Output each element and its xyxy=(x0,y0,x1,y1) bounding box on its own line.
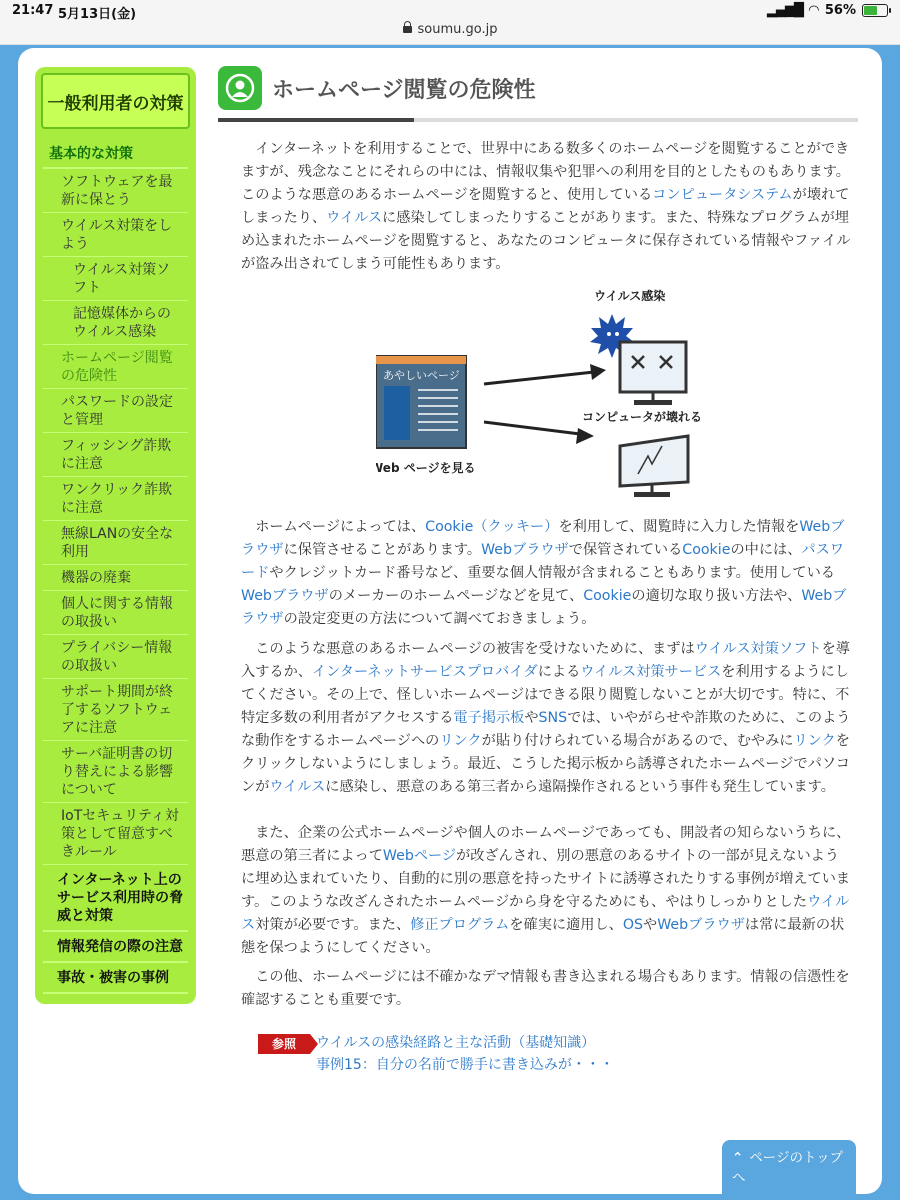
link-antivirus-software[interactable]: ウイルス対策ソフト xyxy=(694,641,822,657)
broken-label: コンピュータが壊れる xyxy=(582,410,703,424)
sidebar-category-publishing[interactable]: 情報発信の際の注意 xyxy=(43,932,188,963)
text: のメーカーのホームページなどを見て、 xyxy=(328,588,584,604)
link-virus[interactable]: ウイルス xyxy=(326,210,383,226)
link-web-browser[interactable]: Webブラウザ xyxy=(241,588,847,627)
text: に保管させることがあります。 xyxy=(283,542,482,558)
link-bulletin-board[interactable]: 電子掲示板 xyxy=(453,710,525,726)
text: が改ざんされ、別の悪意のあるサイトの一部が見えないように埋め込まれていたり、自動的に別の悪意を持ったサイトに誘導されたりする事例が増えています。このような改ざんされたホームページから身を守るためにも、やはりしっかりとした xyxy=(241,848,851,910)
paragraph-tampering xyxy=(241,822,853,960)
text: に感染し、悪意のある第三者から遠隔操作されるという事件も発生しています。 xyxy=(325,779,835,795)
sidebar-item[interactable]: 無線LANの安全な利用 xyxy=(43,521,188,565)
text: を利用するようにしてください。その上で、怪しいホームページはできる限り閲覧しないことが大切です。特に、不特定多数の利用者がアクセスする xyxy=(241,664,850,726)
sidebar-category-incidents[interactable]: 事故・被害の事例 xyxy=(43,963,188,994)
status-bar xyxy=(0,0,900,22)
text: の適切な取り扱い方法や、 xyxy=(631,588,802,604)
link-antivirus-service[interactable]: ウイルス対策サービス xyxy=(580,664,722,680)
paragraph-misinformation: この他、ホームページには不確かなデマ情報も書き込まれる場合もあります。情報の信憑性を確認することも重要です。 xyxy=(241,969,850,1008)
sidebar-category-internet[interactable]: インターネット上のサービス利用時の脅威と対策 xyxy=(43,865,188,932)
broken-monitor-icon xyxy=(620,436,688,497)
link-web-browser[interactable]: Webブラウザ xyxy=(481,542,569,558)
link-patch[interactable]: 修正プログラム xyxy=(410,917,510,933)
battery-fill xyxy=(864,6,877,15)
text: インターネットを利用することで、世界中にある数多くのホームページを閲覧することができますが、残念なことにそれらの中には、情報収集や犯罪への利用を目的としたものもあります。このような悪意のあるホームページを閲覧すると、使用している xyxy=(241,141,850,203)
link-cookie[interactable]: Cookie（クッキー） xyxy=(425,519,559,535)
page-card xyxy=(18,48,882,1194)
link-virus[interactable]: ウイルス xyxy=(241,894,850,933)
link-link[interactable]: リンク xyxy=(439,733,482,749)
link-web-browser[interactable]: Webブラウザ xyxy=(657,917,745,933)
illustration xyxy=(376,286,728,506)
text: 対策が必要です。また、 xyxy=(255,917,411,933)
link-computer-system[interactable]: コンピュータシステム xyxy=(652,187,793,203)
text: では、いやがらせや詐欺のために、このような動作をするホームページへの xyxy=(241,710,851,749)
text: の中には、 xyxy=(730,542,802,558)
wifi-icon: ◠ xyxy=(808,3,819,18)
page-title: ホームページ閲覧の危険性 xyxy=(272,77,536,103)
text: また、企業の公式ホームページや個人のホームページであっても、開設者の知らないうちに、悪意の第三者によって xyxy=(241,825,851,864)
paragraph-prevention xyxy=(241,638,853,799)
page-label: あやしいページ xyxy=(383,369,460,382)
address-bar[interactable] xyxy=(0,22,900,45)
link-virus[interactable]: ウイルス xyxy=(269,779,326,795)
text: に感染してしまったりすることがあります。また、特殊なプログラムが埋め込まれたホームページを閲覧すると、あなたのコンピュータに保存されている情報やファイルが盗み出されてしまう可能性もあります。 xyxy=(241,210,851,272)
text: で保管されている xyxy=(568,542,683,558)
paragraph-intro xyxy=(241,138,853,276)
text: が貼り付けられている場合があるので、むやみに xyxy=(481,733,794,749)
text: このような悪意のあるホームページの被害を受けないために、まずは xyxy=(241,641,695,657)
text: の設定変更の方法について調べておきましょう。 xyxy=(283,611,596,627)
page-top-label: ページのトップへ xyxy=(732,1150,844,1186)
sidebar-item[interactable]: ウイルス対策をしよう xyxy=(43,213,188,257)
link-web-page[interactable]: Webページ xyxy=(382,848,457,864)
text: を利用して、閲覧時に入力した情報を xyxy=(558,519,800,535)
link-cookie[interactable]: Cookie xyxy=(682,542,731,558)
link-password[interactable]: パスワード xyxy=(241,542,844,581)
battery-percent: 56% xyxy=(824,3,856,18)
reference-link[interactable]: ウイルスの感染経路と主な活動（基礎知識） xyxy=(316,1035,596,1051)
page-header xyxy=(218,64,858,112)
sidebar-item[interactable]: パスワードの設定と管理 xyxy=(43,389,188,433)
sidebar-section xyxy=(43,143,188,865)
sidebar-item[interactable]: サポート期間が終了するソフトウェアに注意 xyxy=(43,679,188,741)
sidebar-item[interactable]: フィッシング詐欺に注意 xyxy=(43,433,188,477)
sidebar-heading[interactable]: 一般利用者の対策 xyxy=(41,73,190,129)
reference-link[interactable]: 事例15：自分の名前で勝手に書き込みが・・・ xyxy=(316,1057,614,1073)
status-indicators xyxy=(767,3,888,18)
status-date: 5月13日(金) xyxy=(58,7,137,22)
text: をクリックしないようにしましょう。最近、こうした掲示板から誘導されたホームページでパソコンが xyxy=(241,733,850,795)
arrows xyxy=(484,364,606,444)
sidebar-item-active[interactable]: ホームページ閲覧の危険性 xyxy=(43,345,188,389)
link-web-browser[interactable]: Webブラウザ xyxy=(241,588,329,604)
reference-links xyxy=(316,1032,614,1076)
main-content xyxy=(218,64,858,1073)
virus-label: ウイルス感染 xyxy=(594,289,666,303)
text: が壊れてしまったり、 xyxy=(241,187,850,226)
text: ホームページによっては、 xyxy=(241,519,426,535)
status-time: 21:47 xyxy=(12,3,54,18)
text: やクレジットカード番号など、重要な個人情報が含まれることもあります。使用している xyxy=(269,565,835,581)
sidebar-item[interactable]: プライバシー情報の取扱い xyxy=(43,635,188,679)
user-icon xyxy=(218,66,262,110)
view-label: Web ページを見る xyxy=(376,461,476,475)
url-text: soumu.go.jp xyxy=(417,22,498,37)
sidebar-item[interactable]: 機器の廃棄 xyxy=(43,565,188,591)
reference-badge: 参照 xyxy=(258,1034,310,1054)
link-web-browser[interactable]: Webブラウザ xyxy=(241,519,845,558)
lock-icon xyxy=(403,26,412,33)
link-os[interactable]: OS xyxy=(622,917,644,933)
sidebar-item[interactable]: サーバ証明書の切り替えによる影響について xyxy=(43,741,188,803)
link-cookie[interactable]: Cookie xyxy=(583,588,632,604)
text: や xyxy=(524,710,539,726)
battery-icon xyxy=(862,4,888,17)
sidebar xyxy=(35,67,196,1004)
page-top-button[interactable] xyxy=(722,1140,856,1200)
sidebar-item[interactable]: ソフトウェアを最新に保とう xyxy=(43,169,188,213)
illustration-svg xyxy=(376,286,728,506)
title-divider xyxy=(218,118,858,122)
text: は常に最新の状態を保つようにしてください。 xyxy=(241,917,845,956)
sidebar-category-basic[interactable]: 基本的な対策 xyxy=(43,143,188,169)
text: や xyxy=(643,917,658,933)
link-isp[interactable]: インターネットサービスプロバイダ xyxy=(311,664,538,680)
sidebar-item[interactable]: ワンクリック詐欺に注意 xyxy=(43,477,188,521)
sidebar-item[interactable]: IoTセキュリティ対策として留意すべきルール xyxy=(43,803,188,865)
text: を導入するか、 xyxy=(241,641,850,680)
text: を確実に適用し、 xyxy=(509,917,623,933)
sidebar-subitem[interactable]: ウイルス対策ソフト xyxy=(43,257,188,301)
text: による xyxy=(537,664,581,680)
sidebar-subitem[interactable]: 記憶媒体からのウイルス感染 xyxy=(43,301,188,345)
link-link[interactable]: リンク xyxy=(793,733,836,749)
chevron-up-icon: ⌃ xyxy=(732,1150,744,1166)
sidebar-item[interactable]: 個人に関する情報の取扱い xyxy=(43,591,188,635)
signal-icon: ▂▄▆█ xyxy=(766,3,803,18)
paragraph-cookie xyxy=(241,516,853,631)
link-sns[interactable]: SNS xyxy=(538,710,568,726)
infected-monitor-icon xyxy=(620,342,686,405)
